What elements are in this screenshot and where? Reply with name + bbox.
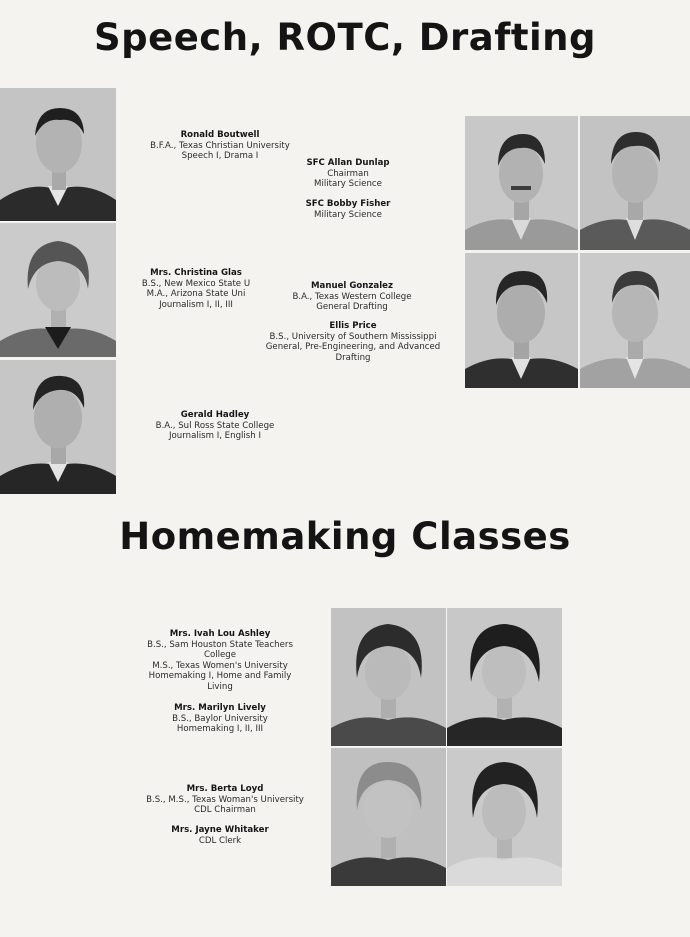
faculty-detail: B.A., Sul Ross State College	[155, 420, 275, 431]
faculty-name: Mrs. Jayne Whitaker	[171, 825, 269, 835]
portrait-photo-jayne-whitaker	[447, 748, 562, 886]
caption-ellis-price	[262, 321, 444, 363]
faculty-name: Ellis Price	[329, 321, 377, 331]
caption-berta-loyd	[140, 784, 310, 816]
faculty-name: SFC Bobby Fisher	[305, 199, 391, 209]
portrait-photo-christina-glass	[0, 223, 116, 357]
caption-manuel-gonzalez	[282, 281, 422, 313]
caption-marilyn-lively	[150, 703, 290, 735]
portrait-photo-ronald-boutwell	[0, 88, 116, 221]
portrait-photo-ellis-price	[580, 253, 690, 388]
portrait-photo-ivah-lou-ashley	[331, 608, 446, 746]
faculty-detail: CDL Chairman	[194, 805, 256, 816]
faculty-detail: Military Science	[314, 209, 382, 220]
faculty-detail: B.S., University of Southern Mississippi	[269, 331, 437, 342]
faculty-detail: M.S., Texas Women's University	[152, 660, 288, 671]
portrait-photo-manuel-gonzalez	[465, 253, 578, 388]
faculty-name: SFC Allan Dunlap	[306, 158, 390, 168]
faculty-name: Gerald Hadley	[180, 410, 250, 420]
section-title-speech-rotc-drafting: Speech, ROTC, Drafting	[93, 16, 597, 59]
faculty-detail: CDL Clerk	[198, 835, 242, 846]
portrait-photo-marilyn-lively	[447, 608, 562, 746]
faculty-name: Mrs. Ivah Lou Ashley	[169, 629, 271, 639]
faculty-name: Mrs. Christina Glas	[150, 268, 242, 278]
faculty-detail: Speech I, Drama I	[181, 151, 259, 162]
portrait-photo-bobby-fisher	[580, 116, 690, 250]
section-title-homemaking-classes: Homemaking Classes	[119, 515, 571, 558]
faculty-detail: B.A., Texas Western College	[292, 291, 412, 302]
caption-gerald-hadley	[145, 410, 285, 442]
faculty-detail: Homemaking I, II, III	[176, 724, 264, 735]
faculty-detail: General, Pre-Engineering, and Advanced	[265, 342, 441, 353]
faculty-detail: M.A., Arizona State Uni	[146, 289, 246, 300]
faculty-detail: B.S., Sam Houston State Teachers College	[147, 639, 293, 661]
faculty-detail: B.S., M.S., Texas Woman's University	[146, 794, 304, 805]
caption-allan-dunlap	[294, 158, 402, 190]
faculty-detail: B.S., New Mexico State U	[141, 278, 251, 289]
faculty-detail: B.F.A., Texas Christian University	[150, 140, 290, 151]
caption-ivah-lou-ashley	[142, 629, 298, 693]
faculty-name: Mrs. Marilyn Lively	[174, 703, 266, 713]
faculty-detail: General Drafting	[316, 302, 388, 313]
portrait-photo-berta-loyd	[331, 748, 446, 886]
caption-christina-glass	[132, 268, 260, 310]
faculty-detail: Military Science	[314, 179, 382, 190]
faculty-detail: Homemaking I, Home and Family Living	[148, 671, 292, 692]
faculty-name: Ronald Boutwell	[180, 130, 260, 140]
faculty-name: Mrs. Berta Loyd	[186, 784, 264, 794]
faculty-detail: Chairman	[327, 168, 369, 179]
faculty-name: Manuel Gonzalez	[310, 281, 393, 291]
portrait-photo-gerald-hadley	[0, 360, 116, 494]
faculty-detail: Journalism I, English I	[169, 431, 261, 442]
faculty-detail: Drafting	[335, 352, 371, 363]
faculty-detail: Journalism I, II, III	[159, 299, 233, 310]
portrait-photo-allan-dunlap	[465, 116, 578, 250]
faculty-detail: B.S., Baylor University	[172, 713, 268, 724]
caption-ronald-boutwell	[140, 130, 300, 162]
caption-bobby-fisher	[294, 199, 402, 220]
caption-jayne-whitaker	[150, 825, 290, 846]
